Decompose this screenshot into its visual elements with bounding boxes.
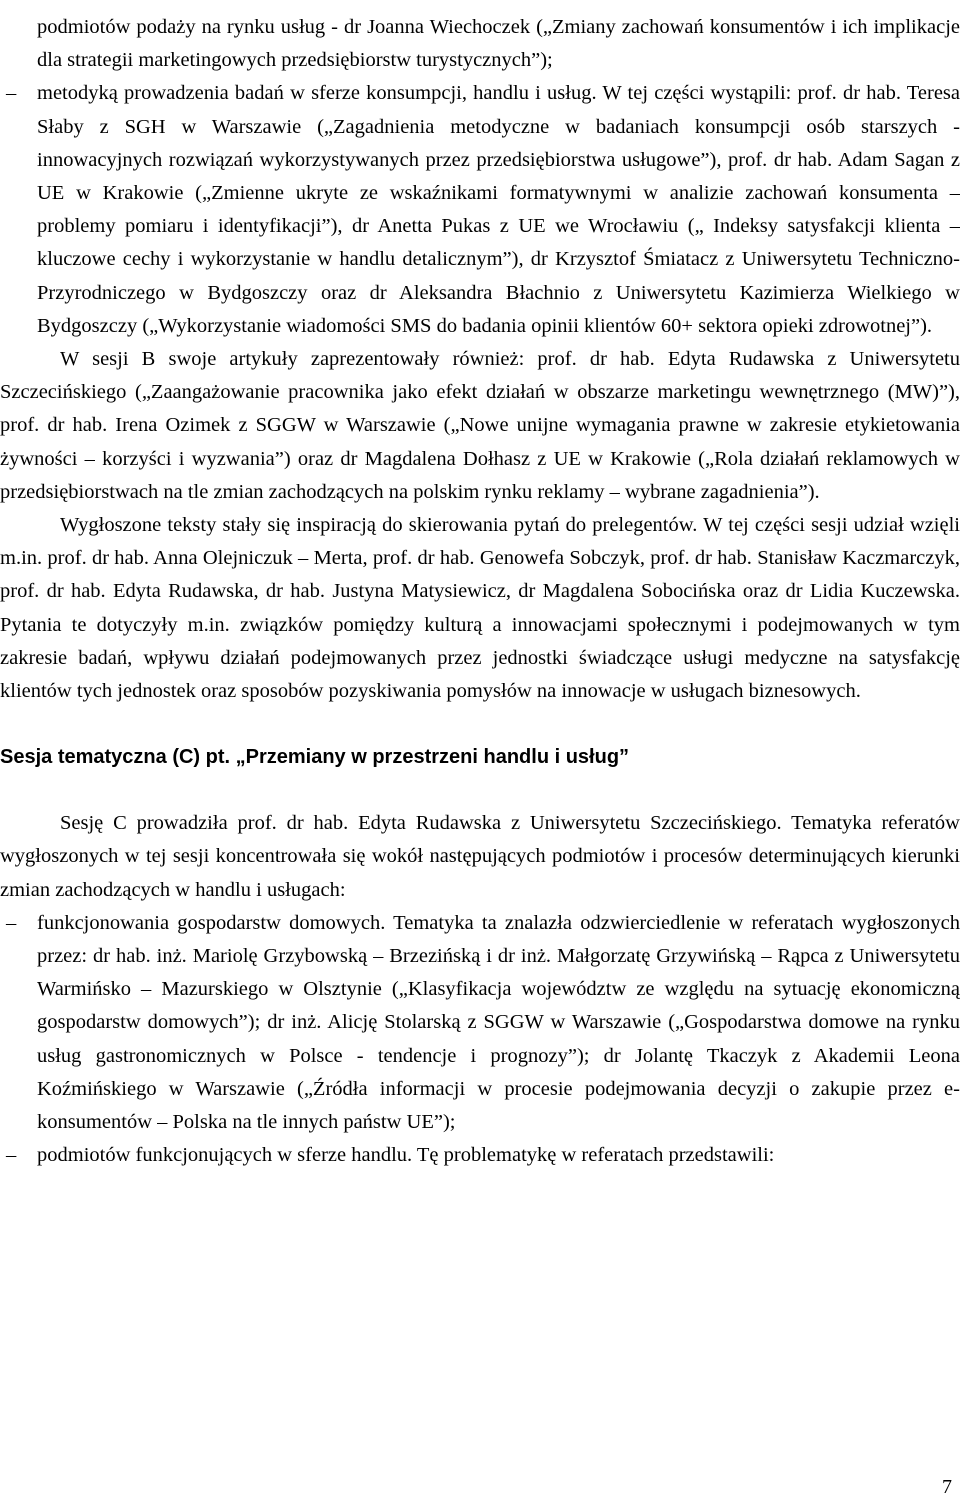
session-c-heading: Sesja tematyczna (C) pt. „Przemiany w przestrzeni handlu i usług”	[0, 746, 630, 769]
spacer	[0, 774, 960, 807]
dash-bullet: –	[6, 911, 17, 934]
bullet-methodology-text: metodyką prowadzenia badań w sferze konsumpcji, handlu i usług. W tej części wystąpili: prof. dr hab. Teresa Słaby z SGH w Warszawie („Zagadnienia metodyczne w badaniach konsumpcji osób starszych - innowacyjnych rozwiązań wykorzystywanych przez przedsiębiorstwa usługowe”), prof. dr hab. Adam Sagan z UE w Krakowie („Zmienne ukryte ze wskaźnikami formatywnymi w analizie zachowań konsumenta – problemy pomiaru i identyfikacji”), dr Anetta Pukas z UE we Wrocławiu („ Indeksy satysfakcji klienta – kluczowe cechy i wykorzystanie w handlu detalicznym”), dr Krzysztof Śmiatacz z Uniwersytetu Techniczno-Przyrodniczego w Bydgoszczy oraz dr Aleksandra Błachnio z Uniwersytetu Kazimierza Wielkiego w Bydgoszczy („Wykorzystanie wiadomości SMS do badania opinii klientów 60+ sektora opieki zdrowotnej”).	[37, 82, 960, 337]
page-number: 7	[942, 1476, 952, 1498]
bullet-methodology	[0, 77, 960, 343]
dash-bullet: –	[6, 1144, 17, 1167]
spacer	[0, 708, 960, 741]
bullet-households	[0, 907, 960, 1139]
paragraph-session-c: Sesję C prowadziła prof. dr hab. Edyta Rudawska z Uniwersytetu Szczecińskiego. Tematyka referatów wygłoszonych w tej sesji koncentrowała się wokół następujących podmiotów i procesów determinujących kierunki zmian zachodzących w handlu i usługach:	[0, 812, 960, 901]
bullet-trade-entities-text: podmiotów funkcjonujących w sferze handlu. Tę problematykę w referatach przedstawili:	[37, 1144, 775, 1167]
bullet-households-text: funkcjonowania gospodarstw domowych. Tematyka ta znalazła odzwierciedlenie w referatach wygłoszonych przez: dr hab. inż. Mariolę Grzybowską – Brzezińską i dr inż. Małgorzatę Grzywińską – Rąpca z Uniwersytetu Warmińsko – Mazurskiego w Olsztynie („Klasyfikacja województw ze względu na sytuację ekonomiczną gospodarstw domowych”); dr inż. Alicję Stolarską z SGGW w Warszawie („Gospodarstwa domowe na rynku usług gastronomicznych w Polsce - tendencje i prognozy”); dr Jolantę Tkaczyk z Akademii Leona Koźmińskiego w Warszawie („Źródła informacji w procesie podejmowania decyzji o zakupie przez e-konsumentów – Polska na tle innych państw UE”);	[37, 911, 960, 1134]
bullet-trade-entities	[0, 1139, 960, 1172]
paragraph-questions: Wygłoszone teksty stały się inspiracją do skierowania pytań do prelegentów. W tej części sesji udział wzięli m.in. prof. dr hab. Anna Olejniczuk – Merta, prof. dr hab. Genowefa Sobczyk, prof. dr hab. Stanisław Kaczmarczyk, prof. dr hab. Edyta Rudawska, dr hab. Justyna Matysiewicz, dr Magdalena Sobocińska oraz dr Lidia Kuczewska. Pytania te dotyczyły m.in. związków pomiędzy kulturą a innowacjami społecznymi i podejmowanych w tym zakresie badań, wpływu działań podejmowanych przez jednostki świadczące usługi medyczne na satysfakcję klientów tych jednostek oraz sposobów pozyskiwania pomysłów na innowacje w usługach biznesowych.	[0, 514, 960, 703]
paragraph-supply-entities: podmiotów podaży na rynku usług - dr Joanna Wiechoczek („Zmiany zachowań konsumentów i ich implikacje dla strategii marketingowych przedsiębiorstw turystycznych”);	[37, 16, 960, 72]
dash-bullet: –	[6, 82, 17, 105]
paragraph-session-b: W sesji B swoje artykuły zaprezentowały również: prof. dr hab. Edyta Rudawska z Uniwersytetu Szczecińskiego („Zaangażowanie pracownika jako efekt działań w obszarze marketingu wewnętrznego (MW)”), prof. dr hab. Irena Ozimek z SGGW w Warszawie („Nowe unijne wymagania prawne w zakresie etykietowania żywności – korzyści i wyzwania”) oraz dr Magdalena Dołhasz z UE w Krakowie („Rola działań reklamowych w przedsiębiorstwach na tle zmian zachodzących na polskim rynku reklamy – wybrane zagadnienia”).	[0, 348, 960, 503]
